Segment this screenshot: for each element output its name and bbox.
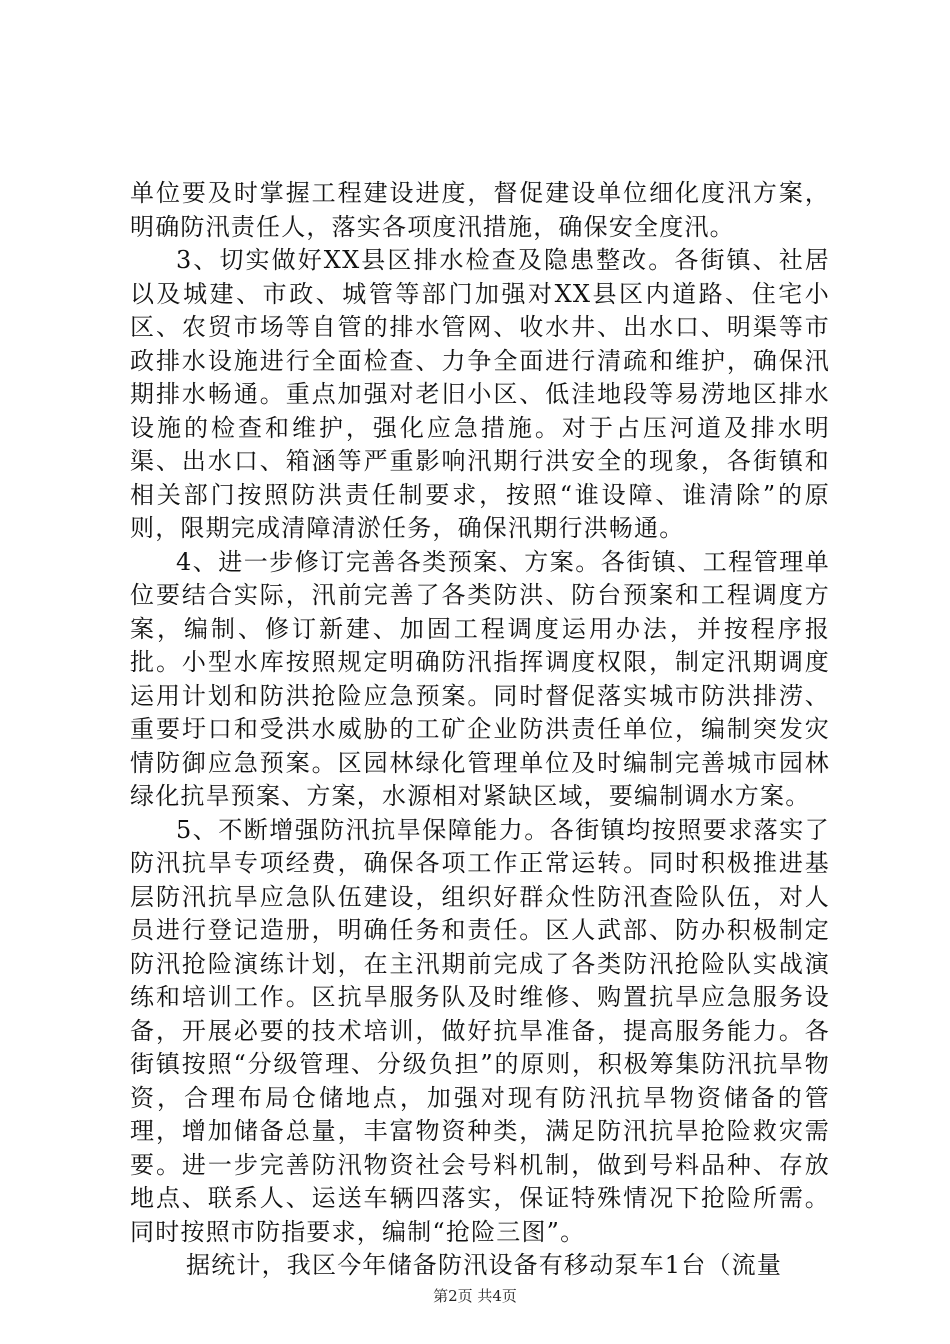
paragraph-item-3: 3、切实做好XX县区排水检查及隐患整改。各街镇、社居以及城建、市政、城管等部门加强对XX县区内道路、住宅小区、农贸市场等自管的排水管网、收水井、出水口、明渠等市政排水设施进行全面检查、力争全面进行清疏和维护，确保汛期排水畅通。重点加强对老旧小区、低洼地段等易涝地区排水设施的检查和维护，强化应急措施。对于占压河道及排水明渠、出水口、箱涵等严重影响汛期行洪安全的现象，各街镇和相关部门按照防洪责任制要求，按照“谁设障、谁清除”的原则，限期完成清障清淤任务，确保汛期行洪畅通。 bbox=[130, 246, 830, 542]
document-body bbox=[130, 177, 830, 1283]
paragraph-item-4: 4、进一步修订完善各类预案、方案。各街镇、工程管理单位要结合实际，汛前完善了各类防洪、防台预案和工程调度方案，编制、修订新建、加固工程调度运用办法，并按程序报批。小型水库按照规定明确防汛指挥调度权限，制定汛期调度运用计划和防洪抢险应急预案。同时督促落实城市防洪排涝、重要圩口和受洪水威胁的工矿企业防洪责任单位，编制突发灾情防御应急预案。区园林绿化管理单位及时编制完善城市园林绿化抗旱预案、方案，水源相对紧缺区域，要编制调水方案。 bbox=[130, 547, 830, 810]
paragraph-continuation: 单位要及时掌握工程建设进度，督促建设单位细化度汛方案，明确防汛责任人，落实各项度汛措施，确保安全度汛。 bbox=[130, 179, 830, 241]
paragraph-statistics: 据统计，我区今年储备防汛设备有移动泵车1台（流量 bbox=[186, 1251, 783, 1279]
paragraph-item-5: 5、不断增强防汛抗旱保障能力。各街镇均按照要求落实了防汛抗旱专项经费，确保各项工作正常运转。同时积极推进基层防汛抗旱应急队伍建设，组织好群众性防汛查险队伍，对人员进行登记造册，明确任务和责任。区人武部、防办积极制定防汛抢险演练计划，在主汛期前完成了各类防汛抢险队实战演练和培训工作。区抗旱服务队及时维修、购置抗旱应急服务设备，开展必要的技术培训，做好抗旱准备，提高服务能力。各街镇按照“分级管理、分级负担”的原则，积极筹集防汛抗旱物资，合理布局仓储地点，加强对现有防汛抗旱物资储备的管理，增加储备总量，丰富物资种类，满足防汛抗旱抢险救灾需要。进一步完善防汛物资社会号料机制，做到号料品种、存放地点、联系人、运送车辆四落实，保证特殊情况下抢险所需。同时按照市防指要求，编制“抢险三图”。 bbox=[130, 815, 830, 1246]
page-number-footer: 第2页 共4页 bbox=[433, 1287, 517, 1305]
